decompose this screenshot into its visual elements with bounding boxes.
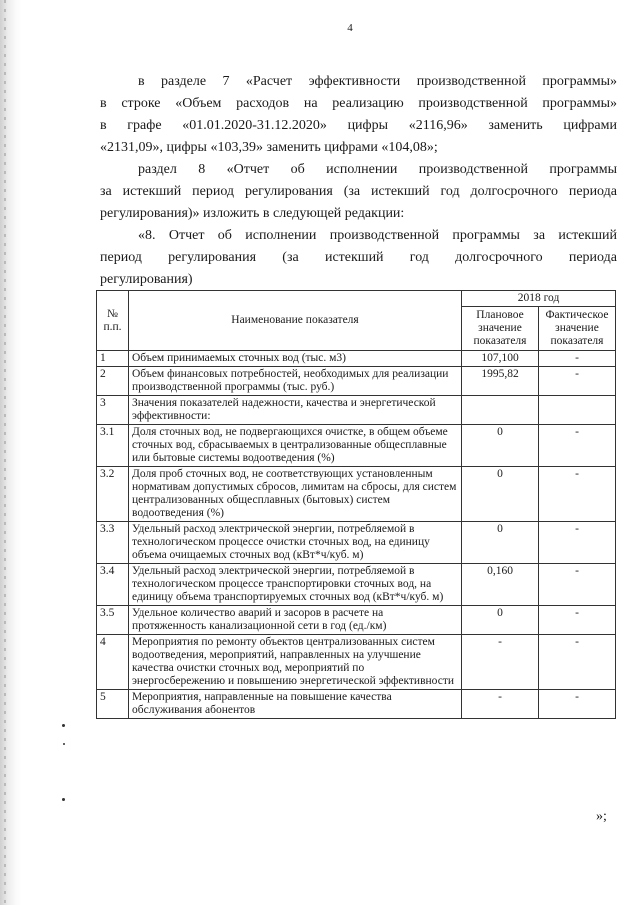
row-actual: - [539, 564, 616, 606]
row-planned: - [462, 690, 539, 719]
header-number: № п.п. [97, 291, 129, 351]
table-row [97, 606, 616, 635]
row-actual: - [539, 522, 616, 564]
text-line: в строке «Объем расходов на реализацию производственной программы» [100, 96, 617, 111]
row-indicator: Мероприятия, направленные на повышение качества обслуживания абонентов [129, 690, 462, 719]
text-line: период регулирования (за истекший год долгосрочного периода [100, 250, 617, 265]
row-planned: 0 [462, 522, 539, 564]
row-indicator: Удельный расход электрической энергии, потребляемой в технологическом процессе транспортировки сточных вод, на единицу объема транспортируемых сточных вод (кВт*ч/куб. м) [129, 564, 462, 606]
row-planned: 0 [462, 606, 539, 635]
row-planned: 1995,82 [462, 367, 539, 396]
row-number: 4 [97, 635, 129, 690]
row-actual: - [539, 425, 616, 467]
table-row [97, 425, 616, 467]
row-indicator: Объем финансовых потребностей, необходимых для реализации производственной программы (тыс. руб.) [129, 367, 462, 396]
row-number: 3.1 [97, 425, 129, 467]
scan-speck [62, 798, 65, 801]
paragraph-section-8-title [100, 225, 617, 291]
table-row [97, 690, 616, 719]
header-planned: Плановое значение показателя [462, 307, 539, 351]
row-indicator: Удельный расход электрической энергии, потребляемой в технологическом процессе очистки сточных вод, на единицу объема очищаемых сточных вод (кВт*ч/куб. м) [129, 522, 462, 564]
row-actual: - [539, 367, 616, 396]
closing-quote: »; [596, 809, 607, 824]
paragraph-section-7 [100, 71, 617, 159]
row-number: 3.2 [97, 467, 129, 522]
row-number: 1 [97, 351, 129, 367]
scan-speck [63, 743, 65, 745]
table-row [97, 522, 616, 564]
text-line: регулирования) [100, 272, 193, 287]
row-indicator: Доля проб сточных вод, не соответствующих установленным нормативам допустимых сбросов, лимитам на сбросы, для систем централизованных общесплавных (бытовых) систем водоотведения (%) [129, 467, 462, 522]
report-table [96, 290, 616, 719]
row-number: 5 [97, 690, 129, 719]
table-row [97, 396, 616, 425]
table-row [97, 635, 616, 690]
table-row [97, 467, 616, 522]
text-line: регулирования)» изложить в следующей редакции: [100, 206, 405, 221]
row-planned: - [462, 635, 539, 690]
row-indicator: Мероприятия по ремонту объектов централизованных систем водоотведения, мероприятий, направленных на улучшение качества очистки сточных вод, мероприятий по энергосбережению и повышению энергетической эффективности [129, 635, 462, 690]
row-indicator: Значения показателей надежности, качества и энергетической эффективности: [129, 396, 462, 425]
text-line: «2131,09», цифры «103,39» заменить цифрами «104,08»; [100, 140, 438, 155]
row-planned: 0,160 [462, 564, 539, 606]
table-row [97, 367, 616, 396]
text-line: в графе «01.01.2020-31.12.2020» цифры «2116,96» заменить цифрами [100, 118, 617, 133]
row-indicator: Объем принимаемых сточных вод (тыс. м3) [129, 351, 462, 367]
paragraph-section-8 [100, 159, 617, 225]
header-indicator: Наименование показателя [129, 291, 462, 351]
header-year: 2018 год [462, 291, 616, 307]
header-actual: Фактическое значение показателя [539, 307, 616, 351]
row-indicator: Удельное количество аварий и засоров в расчете на протяженность канализационной сети в год (ед./км) [129, 606, 462, 635]
row-actual: - [539, 606, 616, 635]
text-line: «8. Отчет об исполнении производственной программы за истекший [138, 228, 617, 243]
text-line: за истекший период регулирования (за истекший год долгосрочного периода [100, 184, 617, 199]
row-number: 3.3 [97, 522, 129, 564]
text-line: в разделе 7 «Расчет эффективности производственной программы» [138, 74, 617, 89]
scan-speck [62, 724, 65, 727]
row-number: 3 [97, 396, 129, 425]
row-actual: - [539, 467, 616, 522]
row-number: 3.4 [97, 564, 129, 606]
row-actual: - [539, 635, 616, 690]
row-number: 2 [97, 367, 129, 396]
row-number: 3.5 [97, 606, 129, 635]
row-indicator: Доля сточных вод, не подвергающихся очистке, в общем объеме сточных вод, сбрасываемых в централизованные общесплавные или бытовые системы водоотведения (%) [129, 425, 462, 467]
row-actual [539, 396, 616, 425]
page-number: 4 [347, 22, 353, 34]
row-planned [462, 396, 539, 425]
row-planned: 0 [462, 425, 539, 467]
row-actual: - [539, 690, 616, 719]
scan-edge-shadow [0, 0, 22, 905]
row-actual: - [539, 351, 616, 367]
table-row [97, 351, 616, 367]
text-line: раздел 8 «Отчет об исполнении производственной программы [138, 162, 617, 177]
table-row [97, 564, 616, 606]
row-planned: 0 [462, 467, 539, 522]
row-planned: 107,100 [462, 351, 539, 367]
